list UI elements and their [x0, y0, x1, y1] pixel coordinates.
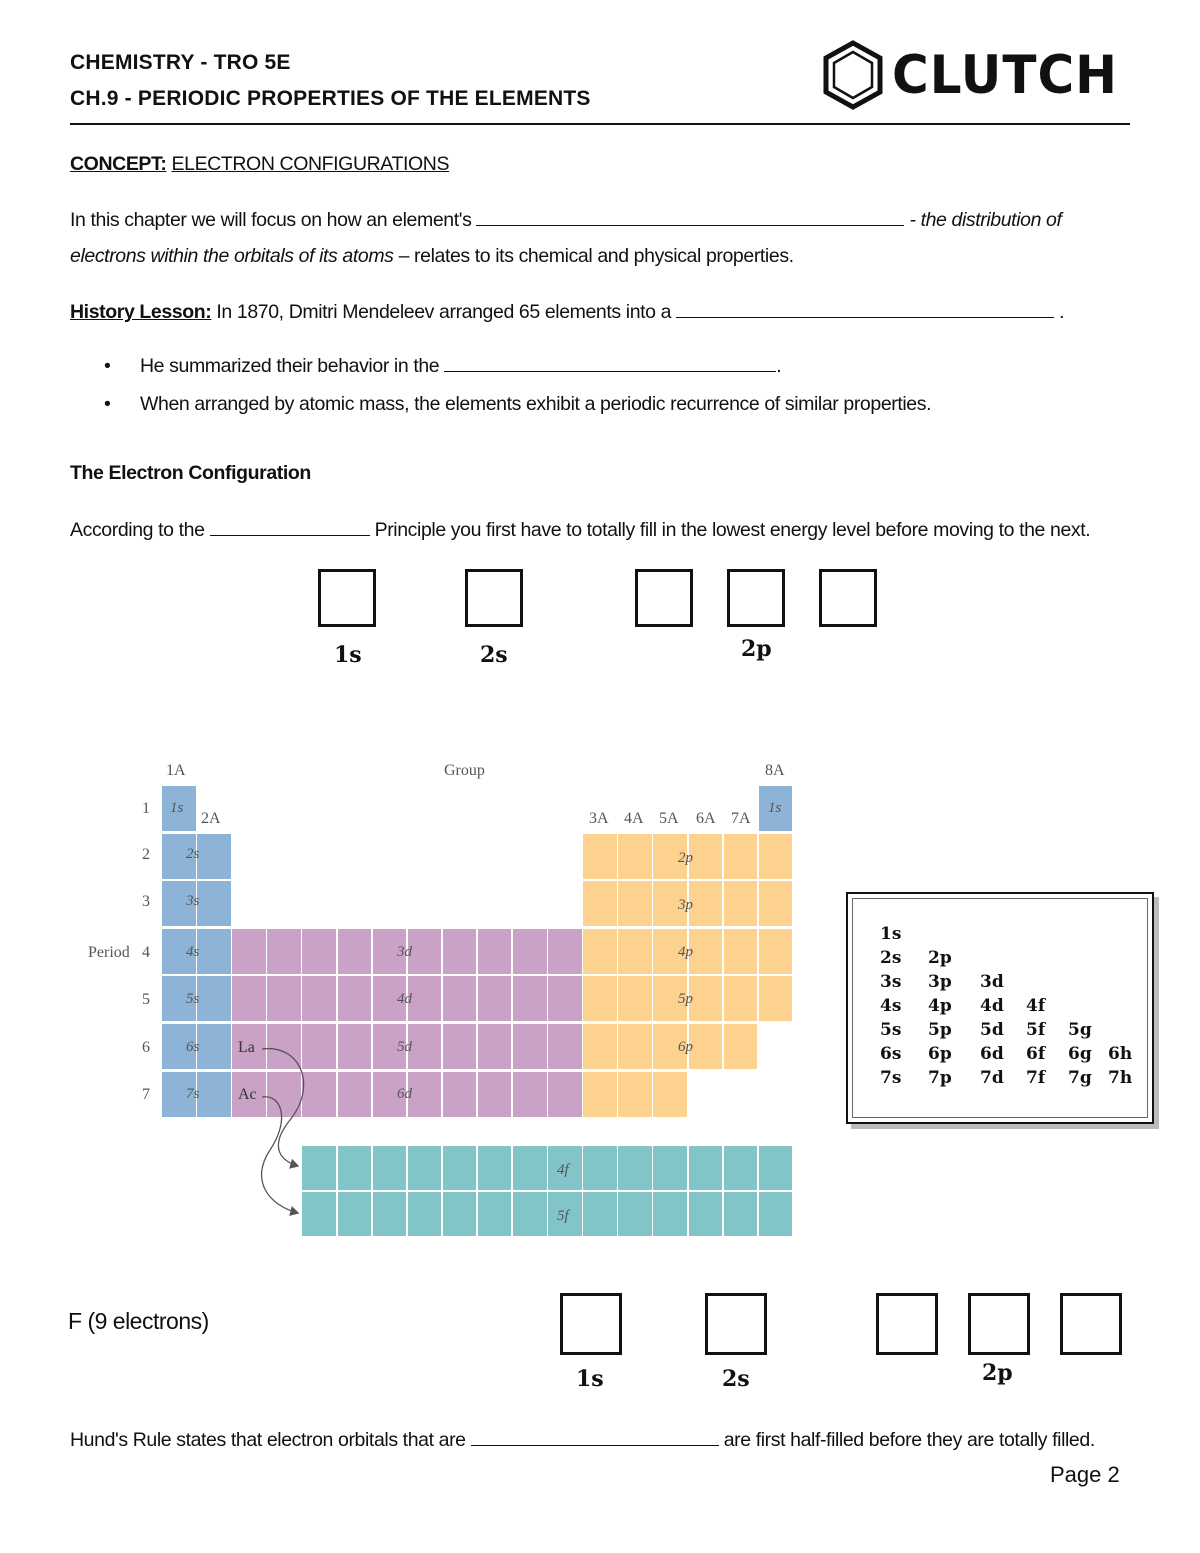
aufbau-orbital: 4d — [980, 996, 1004, 1016]
hund-line — [70, 1425, 1095, 1452]
hund-text-2: are first half-filled before they are totally filled. — [723, 1429, 1095, 1451]
aufbau-orbital: 2s — [880, 948, 902, 968]
f-orbital-box-1s[interactable] — [560, 1293, 622, 1355]
group-title: Group — [444, 762, 485, 779]
principle-text-1: According to the — [70, 519, 205, 541]
aufbau-orbital: 4s — [880, 996, 902, 1016]
la-label: La — [238, 1039, 255, 1056]
f-orbital-box-2p-3[interactable] — [1060, 1293, 1122, 1355]
block-label-1s: 1s — [170, 800, 184, 816]
aufbau-orbital: 5d — [980, 1020, 1004, 1040]
block-label-4d: 4d — [397, 991, 412, 1007]
principle-text-2: Principle you first have to totally fill in the lowest energy level before moving to the next. — [374, 519, 1091, 541]
block-label-4s: 4s — [186, 944, 200, 960]
aufbau-orbital: 5s — [880, 1020, 902, 1040]
orbital-label-2p: 2p — [741, 636, 772, 662]
block-label-6d: 6d — [397, 1086, 412, 1102]
f-orbital-label-2s: 2s — [722, 1366, 750, 1392]
block-label-1s-he: 1s — [768, 800, 782, 816]
group-label-1a: 1A — [166, 762, 186, 779]
block-label-6s: 6s — [186, 1039, 200, 1055]
aufbau-orbital: 7h — [1108, 1068, 1133, 1088]
block-label-5f: 5f — [557, 1208, 569, 1224]
intro-text-3: electrons within the orbitals of its atoms — [70, 245, 394, 267]
aufbau-orbital: 7s — [880, 1068, 902, 1088]
history-end: . — [1059, 301, 1065, 323]
period-label-5: 5 — [142, 991, 150, 1008]
aufbau-orbital: 6p — [928, 1044, 952, 1064]
group-label-4a: 4A — [624, 810, 644, 827]
orbital-label-1s: 1s — [334, 642, 362, 668]
bullet-1-end: . — [776, 355, 782, 377]
period-label-3: 3 — [142, 893, 150, 910]
period-label-7: 7 — [142, 1086, 150, 1103]
group-label-3a: 3A — [589, 810, 609, 827]
section-title: The Electron Configuration — [70, 462, 311, 484]
group-label-7a: 7A — [731, 810, 751, 827]
period-label-4: 4 — [142, 944, 150, 961]
block-label-2s: 2s — [186, 846, 200, 862]
concept-label: CONCEPT: — [70, 153, 167, 175]
hund-text-1: Hund's Rule states that electron orbitals that are — [70, 1429, 466, 1451]
period-label-1: 1 — [142, 800, 150, 817]
ac-label: Ac — [238, 1086, 257, 1103]
f-orbital-label-1s: 1s — [576, 1366, 604, 1392]
bullet-2-text: When arranged by atomic mass, the elements exhibit a periodic recurrence of similar properties. — [140, 393, 932, 415]
block-label-7s: 7s — [186, 1086, 200, 1102]
group-label-2a: 2A — [201, 810, 221, 827]
aufbau-orbital: 6d — [980, 1044, 1004, 1064]
block-label-5s: 5s — [186, 991, 200, 1007]
logo-text: CLUTCH — [892, 44, 1119, 106]
block-label-5p: 5p — [678, 991, 693, 1007]
f-orbital-box-2p-1[interactable] — [876, 1293, 938, 1355]
block-label-3s: 3s — [186, 893, 200, 909]
intro-text-2: - the distribution of — [909, 209, 1062, 231]
f-orbital-label-2p: 2p — [982, 1360, 1013, 1386]
arrow-la-to-4f — [262, 1049, 304, 1166]
group-label-8a: 8A — [765, 762, 785, 779]
clutch-logo — [822, 40, 1132, 110]
aufbau-orbital: 7g — [1068, 1068, 1092, 1088]
block-label-3p: 3p — [678, 897, 693, 913]
history-label: History Lesson: — [70, 301, 212, 323]
block-label-5d: 5d — [397, 1039, 412, 1055]
hund-blank[interactable] — [471, 1425, 719, 1446]
group-label-5a: 5A — [659, 810, 679, 827]
aufbau-orbital: 5g — [1068, 1020, 1092, 1040]
aufbau-orbital: 6s — [880, 1044, 902, 1064]
period-label-6: 6 — [142, 1039, 150, 1056]
f-orbital-box-2p-2[interactable] — [968, 1293, 1030, 1355]
block-label-6p: 6p — [678, 1039, 693, 1055]
period-label-2: 2 — [142, 846, 150, 863]
aufbau-orbital: 5p — [928, 1020, 952, 1040]
aufbau-orbital: 6f — [1026, 1044, 1046, 1064]
intro-text-4: – relates to its chemical and physical properties. — [398, 245, 794, 267]
concept-title: ELECTRON CONFIGURATIONS — [171, 153, 450, 175]
aufbau-orbital: 3p — [928, 972, 952, 992]
intro-text-1: In this chapter we will focus on how an element's — [70, 209, 472, 231]
aufbau-orbital: 7p — [928, 1068, 952, 1088]
fluorine-label: F (9 electrons) — [68, 1308, 209, 1334]
aufbau-orbital: 6g — [1068, 1044, 1092, 1064]
bullet-1-text: He summarized their behavior in the — [140, 355, 440, 377]
aufbau-orbital: 5f — [1026, 1020, 1046, 1040]
bullet-icon: • — [104, 393, 111, 415]
history-text: In 1870, Dmitri Mendeleev arranged 65 elements into a — [216, 301, 672, 323]
aufbau-orbital: 4p — [928, 996, 952, 1016]
bullet-icon: • — [104, 355, 111, 377]
aufbau-orbital: 7f — [1026, 1068, 1046, 1088]
page-number: Page 2 — [1050, 1462, 1120, 1487]
course-title: CHEMISTRY - TRO 5E — [70, 51, 291, 74]
aufbau-orbital: 3s — [880, 972, 902, 992]
block-label-2p: 2p — [678, 850, 693, 866]
block-label-4f: 4f — [557, 1162, 569, 1178]
aufbau-orbital: 2p — [928, 948, 952, 968]
block-label-4p: 4p — [678, 944, 693, 960]
arrow-ac-to-5f — [262, 1097, 298, 1213]
f-orbital-box-2s[interactable] — [705, 1293, 767, 1355]
group-label-6a: 6A — [696, 810, 716, 827]
aufbau-diagram — [846, 892, 1154, 1124]
aufbau-orbital: 3d — [980, 972, 1004, 992]
aufbau-orbital: 7d — [980, 1068, 1004, 1088]
period-title: Period — [88, 944, 130, 961]
chapter-title: CH.9 - PERIODIC PROPERTIES OF THE ELEMENTS — [70, 87, 591, 110]
aufbau-orbital: 4f — [1026, 996, 1046, 1016]
aufbau-orbital: 1s — [880, 924, 902, 944]
block-label-3d: 3d — [397, 944, 412, 960]
orbital-label-2s: 2s — [480, 642, 508, 668]
aufbau-orbital: 6h — [1108, 1044, 1133, 1064]
